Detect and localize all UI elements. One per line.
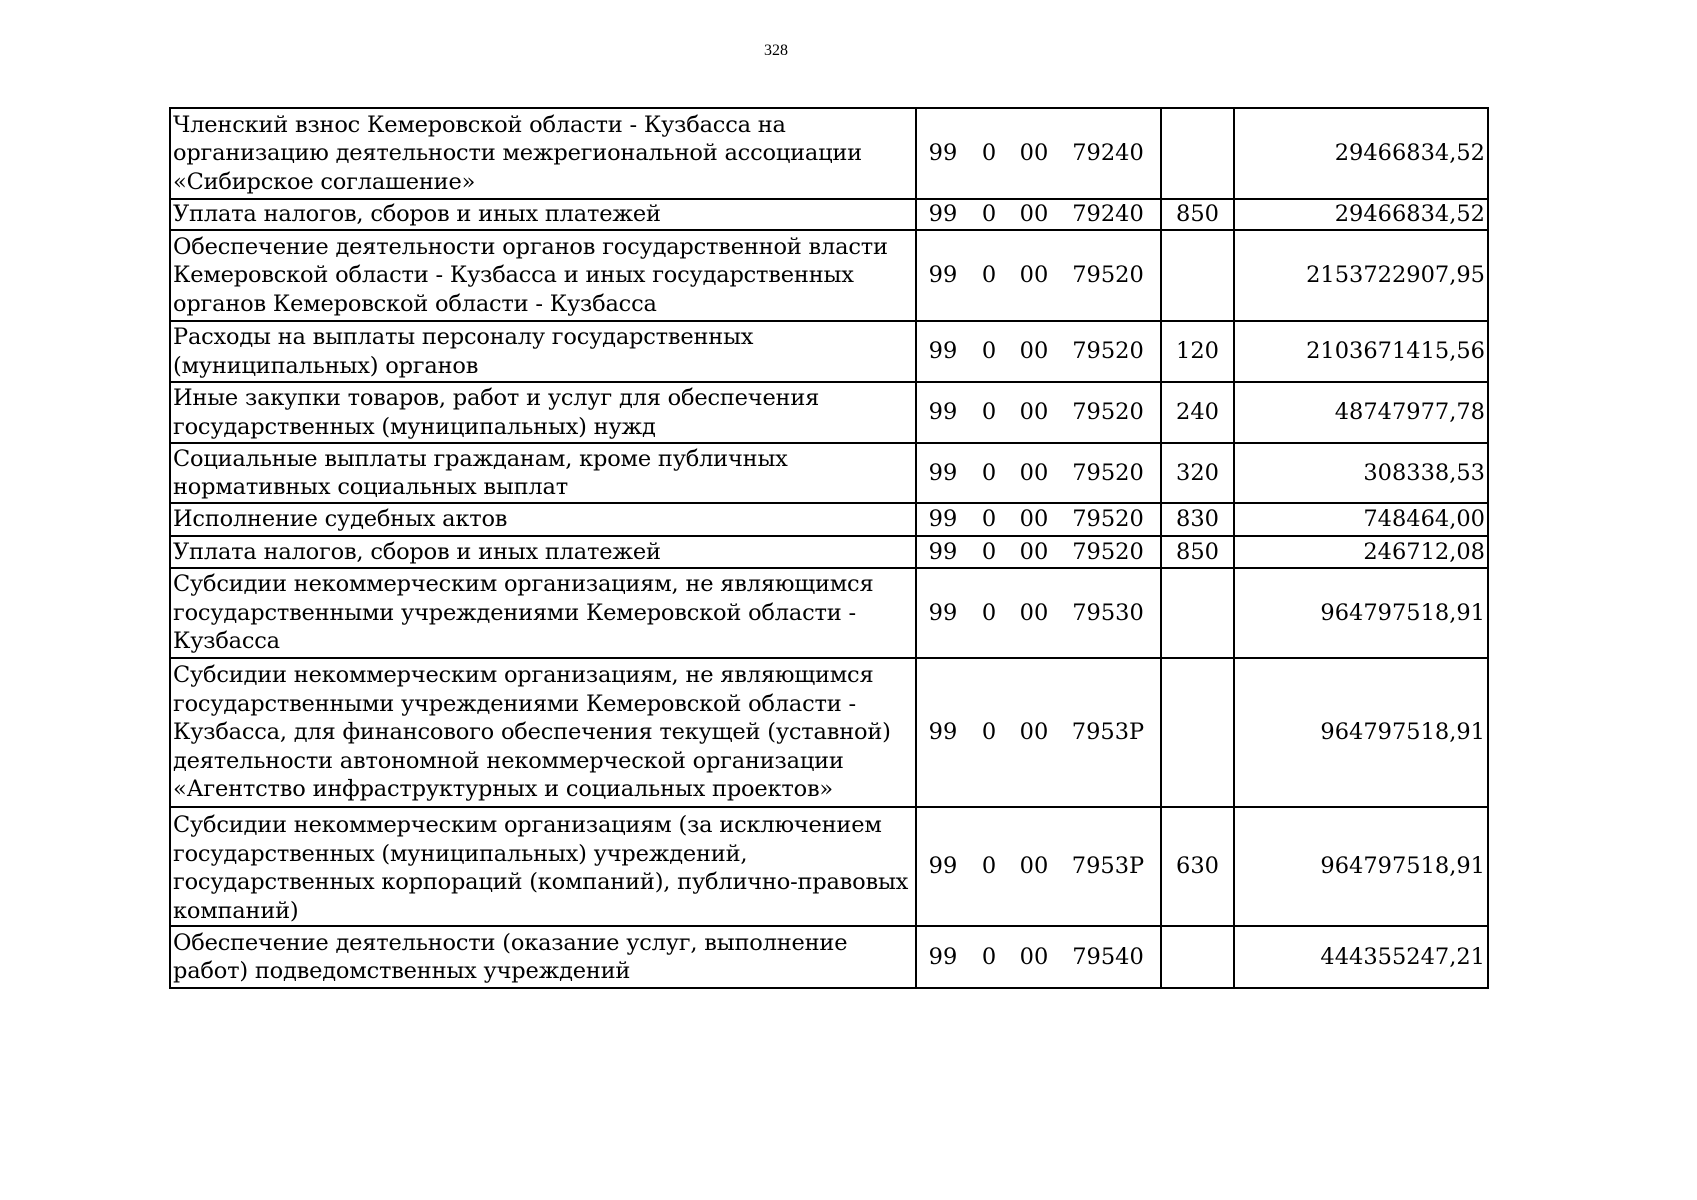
code-main-event: 00 bbox=[1019, 853, 1049, 880]
code-subprogram: 0 bbox=[981, 599, 997, 626]
code-direction: 79520 bbox=[1072, 262, 1144, 289]
amount: 29466834,52 bbox=[1234, 108, 1488, 199]
code-subprogram: 0 bbox=[981, 459, 997, 486]
table-row bbox=[170, 807, 1488, 926]
code-program: 99 bbox=[928, 599, 958, 626]
target-code-cell bbox=[916, 568, 1161, 658]
code-direction: 79520 bbox=[1072, 459, 1144, 486]
expense-type-code bbox=[1161, 568, 1234, 658]
code-subprogram: 0 bbox=[981, 853, 997, 880]
code-subprogram: 0 bbox=[981, 201, 997, 228]
target-code-cell bbox=[916, 536, 1161, 568]
table-row bbox=[170, 108, 1488, 199]
expense-type-code bbox=[1161, 108, 1234, 199]
amount: 2153722907,95 bbox=[1234, 230, 1488, 321]
expense-type-code: 830 bbox=[1161, 503, 1234, 536]
table-row bbox=[170, 536, 1488, 568]
code-main-event: 00 bbox=[1019, 506, 1049, 533]
row-name: Обеспечение деятельности (оказание услуг, выполнение работ) подведомственных учреждений bbox=[170, 926, 916, 988]
code-main-event: 00 bbox=[1019, 719, 1049, 746]
row-name: Уплата налогов, сборов и иных платежей bbox=[170, 536, 916, 568]
expense-type-code: 240 bbox=[1161, 382, 1234, 443]
page-number: 328 bbox=[764, 42, 788, 59]
code-program: 99 bbox=[928, 459, 958, 486]
table-row bbox=[170, 503, 1488, 536]
code-program: 99 bbox=[928, 399, 958, 426]
row-name: Иные закупки товаров, работ и услуг для обеспечения государственных (муниципальных) нужд bbox=[170, 382, 916, 443]
row-name: Исполнение судебных актов bbox=[170, 503, 916, 536]
amount: 2103671415,56 bbox=[1234, 321, 1488, 382]
expense-type-code: 120 bbox=[1161, 321, 1234, 382]
table-row bbox=[170, 443, 1488, 503]
code-subprogram: 0 bbox=[981, 943, 997, 970]
code-program: 99 bbox=[928, 506, 958, 533]
code-subprogram: 0 bbox=[981, 338, 997, 365]
code-direction: 79520 bbox=[1072, 538, 1144, 565]
table-row bbox=[170, 658, 1488, 807]
code-main-event: 00 bbox=[1019, 538, 1049, 565]
code-direction: 7953P bbox=[1071, 719, 1145, 746]
budget-table bbox=[169, 107, 1489, 989]
amount: 48747977,78 bbox=[1234, 382, 1488, 443]
expense-type-code: 320 bbox=[1161, 443, 1234, 503]
code-program: 99 bbox=[928, 140, 958, 167]
code-main-event: 00 bbox=[1019, 943, 1049, 970]
code-main-event: 00 bbox=[1019, 599, 1049, 626]
code-program: 99 bbox=[928, 338, 958, 365]
target-code-cell bbox=[916, 382, 1161, 443]
row-name: Социальные выплаты гражданам, кроме публичных нормативных социальных выплат bbox=[170, 443, 916, 503]
expense-type-code: 850 bbox=[1161, 536, 1234, 568]
target-code-cell bbox=[916, 108, 1161, 199]
amount: 444355247,21 bbox=[1234, 926, 1488, 988]
code-program: 99 bbox=[928, 853, 958, 880]
code-direction: 7953P bbox=[1071, 853, 1145, 880]
target-code-cell bbox=[916, 443, 1161, 503]
row-name: Субсидии некоммерческим организациям, не являющимся государственными учреждениями Кемеровской области - Кузбасса bbox=[170, 568, 916, 658]
code-main-event: 00 bbox=[1019, 459, 1049, 486]
amount: 964797518,91 bbox=[1234, 568, 1488, 658]
code-direction: 79520 bbox=[1072, 506, 1144, 533]
code-main-event: 00 bbox=[1019, 201, 1049, 228]
target-code-cell bbox=[916, 321, 1161, 382]
row-name: Членский взнос Кемеровской области - Кузбасса на организацию деятельности межрегиональной ассоциации «Сибирское соглашение» bbox=[170, 108, 916, 199]
code-main-event: 00 bbox=[1019, 338, 1049, 365]
table-row bbox=[170, 568, 1488, 658]
code-program: 99 bbox=[928, 201, 958, 228]
target-code-cell bbox=[916, 926, 1161, 988]
budget-table-body bbox=[170, 108, 1488, 988]
expense-type-code: 850 bbox=[1161, 199, 1234, 230]
row-name: Расходы на выплаты персоналу государственных (муниципальных) органов bbox=[170, 321, 916, 382]
row-name: Субсидии некоммерческим организациям (за исключением государственных (муниципальных) учреждений, государственных корпораций (компаний), публично-правовых компаний) bbox=[170, 807, 916, 926]
expense-type-code bbox=[1161, 926, 1234, 988]
code-direction: 79240 bbox=[1072, 201, 1144, 228]
table-row bbox=[170, 230, 1488, 321]
code-direction: 79520 bbox=[1072, 399, 1144, 426]
code-subprogram: 0 bbox=[981, 506, 997, 533]
code-direction: 79520 bbox=[1072, 338, 1144, 365]
code-subprogram: 0 bbox=[981, 538, 997, 565]
code-subprogram: 0 bbox=[981, 719, 997, 746]
table-row bbox=[170, 199, 1488, 230]
target-code-cell bbox=[916, 658, 1161, 807]
table-row bbox=[170, 382, 1488, 443]
code-direction: 79530 bbox=[1072, 599, 1144, 626]
target-code-cell bbox=[916, 199, 1161, 230]
code-program: 99 bbox=[928, 719, 958, 746]
amount: 748464,00 bbox=[1234, 503, 1488, 536]
expense-type-code: 630 bbox=[1161, 807, 1234, 926]
amount: 964797518,91 bbox=[1234, 658, 1488, 807]
row-name: Уплата налогов, сборов и иных платежей bbox=[170, 199, 916, 230]
code-direction: 79540 bbox=[1072, 943, 1144, 970]
row-name: Обеспечение деятельности органов государственной власти Кемеровской области - Кузбасса и иных государственных органов Кемеровской области - Кузбасса bbox=[170, 230, 916, 321]
code-main-event: 00 bbox=[1019, 262, 1049, 289]
code-subprogram: 0 bbox=[981, 399, 997, 426]
amount: 246712,08 bbox=[1234, 536, 1488, 568]
target-code-cell bbox=[916, 503, 1161, 536]
table-row bbox=[170, 321, 1488, 382]
code-program: 99 bbox=[928, 262, 958, 289]
code-subprogram: 0 bbox=[981, 140, 997, 167]
code-main-event: 00 bbox=[1019, 140, 1049, 167]
code-program: 99 bbox=[928, 943, 958, 970]
row-name: Субсидии некоммерческим организациям, не являющимся государственными учреждениями Кемеровской области - Кузбасса, для финансового обеспечения текущей (уставной) деятельности автономной некоммерческой организации «Агентство инфраструктурных и социальных проектов» bbox=[170, 658, 916, 807]
code-subprogram: 0 bbox=[981, 262, 997, 289]
target-code-cell bbox=[916, 230, 1161, 321]
expense-type-code bbox=[1161, 230, 1234, 321]
code-program: 99 bbox=[928, 538, 958, 565]
amount: 308338,53 bbox=[1234, 443, 1488, 503]
target-code-cell bbox=[916, 807, 1161, 926]
expense-type-code bbox=[1161, 658, 1234, 807]
code-direction: 79240 bbox=[1072, 140, 1144, 167]
amount: 964797518,91 bbox=[1234, 807, 1488, 926]
amount: 29466834,52 bbox=[1234, 199, 1488, 230]
code-main-event: 00 bbox=[1019, 399, 1049, 426]
table-row bbox=[170, 926, 1488, 988]
